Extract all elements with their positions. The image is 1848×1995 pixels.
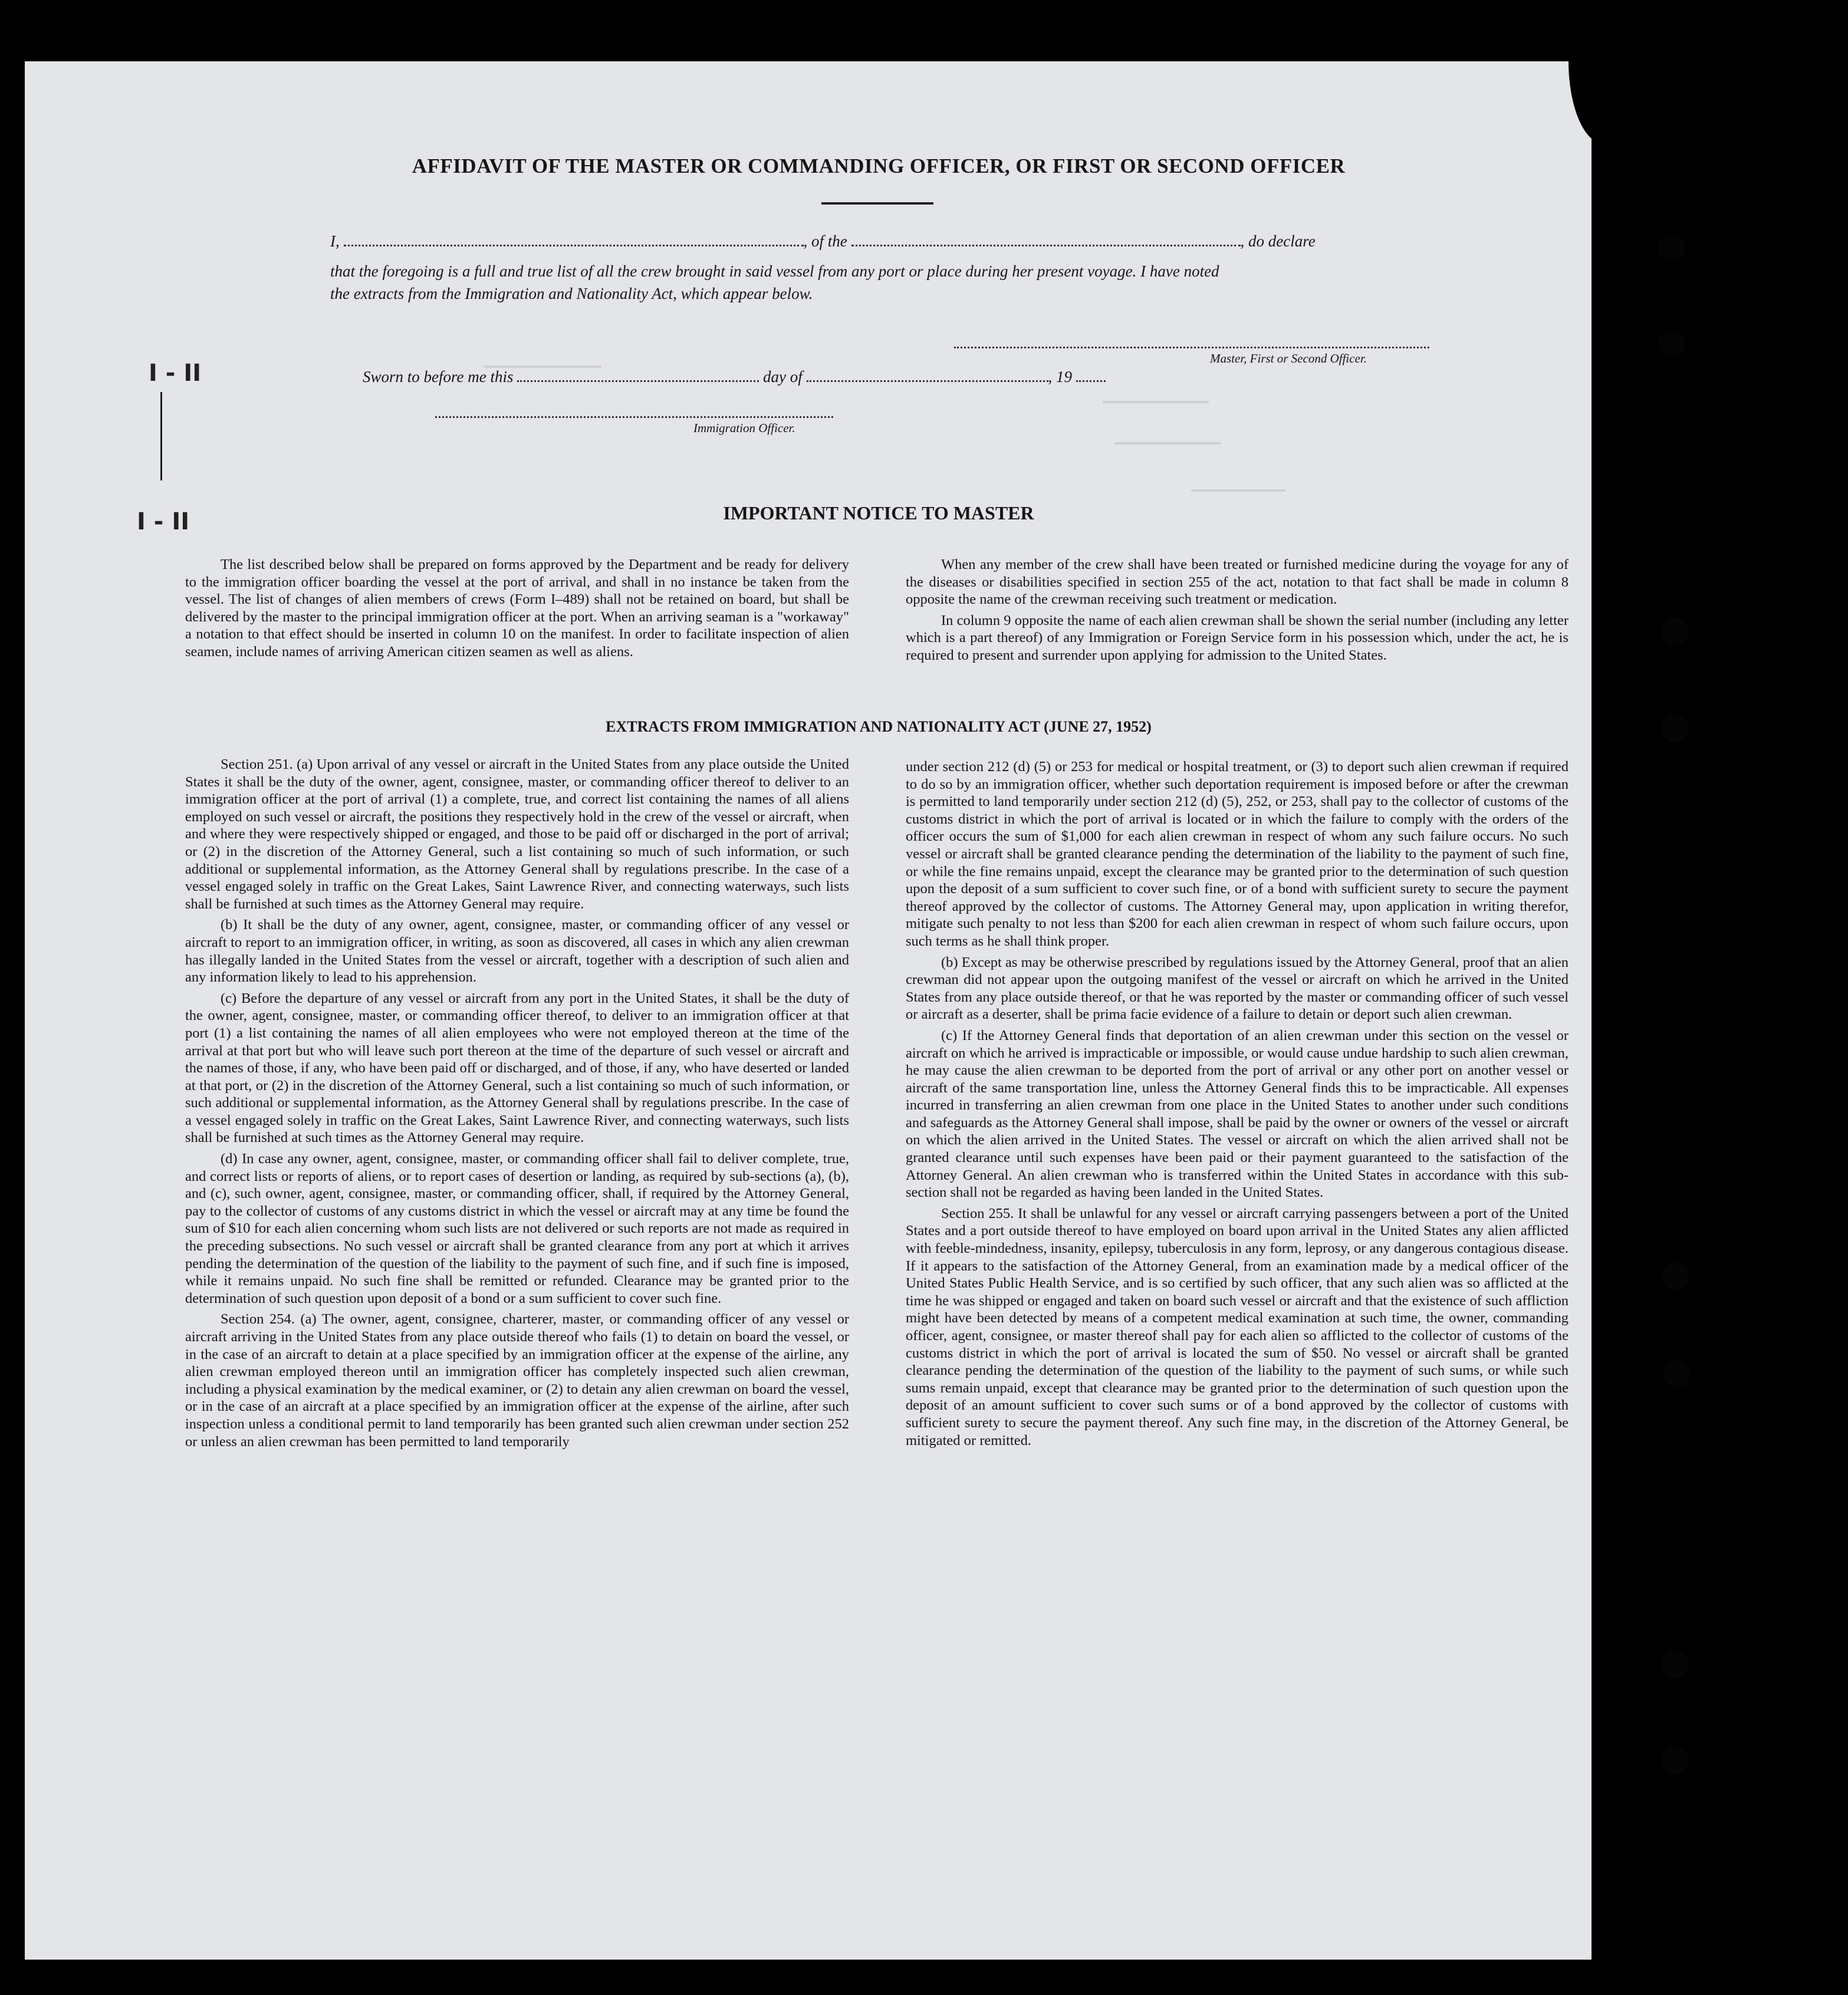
declarant-name-field[interactable]	[344, 244, 804, 246]
of-the-label: , of the	[803, 232, 847, 250]
extracts-title: EXTRACTS FROM IMMIGRATION AND NATIONALITY ACT (JUNE 27, 1952)	[606, 718, 1152, 735]
section-254b: (b) Except as may be otherwise prescribed by regulations issued by the Attorney General, proof that an alien crewman did not appear upon the outgoing manifest of the vessel or aircraft on which he arrived in the United States from any place outside thereof, or that he was reported by the master or commanding officer of such vessel or aircraft as a deserter, shall be prima facie evidence of a failure to detain or deport such alien crewman.	[906, 954, 1569, 1023]
section-251d: (d) In case any owner, agent, consignee, master, or commanding officer shall fail to deliver complete, true, and correct lists or reports of aliens, or to report cases of desertion or landing, as required by sub-sections (a), (b), and (c), such owner, agent, consignee, master, or commanding officer, shall, if required by the Attorney General, pay to the collector of customs of any customs district in which the vessel or aircraft may at any time be found the sum of $10 for each alien concerning whom such lists are not delivered or such reports are not made as required in the preceding subsections. No such vessel or aircraft shall be granted clearance from any port at which it arrives pending the determination of the question of the liability to the payment of such fine, and if such fine is imposed, while it remains unpaid. No such fine shall be remitted or refunded. Clearance may be granted prior to the determination of such question upon deposit of a bond or a sum sufficient to cover such fine.	[185, 1151, 849, 1306]
affidavit-line2: that the foregoing is a full and true list of all the crew brought in said vessel from any port or place during her present voyage. I have noted	[330, 262, 1219, 280]
margin-bracket	[160, 392, 162, 480]
punch-hole	[1662, 618, 1689, 645]
day-of-label: day of	[763, 368, 803, 386]
section-251c: (c) Before the departure of any vessel or aircraft from any port in the United States, it shall be the duty of the owner, agent, consignee, master, or commanding officer thereof, to deliver to an immigration officer at that port (1) a list containing the names of all alien employees who were not employed thereon at the time of the arrival at that port but who will leave such port thereon at the time of the departure of such vessel or aircraft and the names of those, if any, who have been paid off or discharged, and of those, if any, who have deserted or landed at that port, or (2) in the discretion of the Attorney General, such a list containing so much of such information, or such additional or supplemental information, as the Attorney General shall by regulations prescribe. In the case of a vessel engaged solely in traffic on the Great Lakes, Saint Lawrence River, and connecting waterways, such lists shall be furnished at such times as the Attorney General may require.	[185, 990, 849, 1146]
notice-right-paragraph-1: When any member of the crew shall have been treated or furnished medicine during the voyage for any of the diseases or disabilities specified in section 255 of the act, notation to that fact shall be made in column 8 opposite the name of the crewman receiving such treatment or medication.	[906, 557, 1569, 608]
margin-mark-bottom: I - II	[137, 508, 190, 535]
sworn-day-field[interactable]	[517, 380, 759, 382]
section-255: Section 255. It shall be unlawful for any vessel or aircraft carrying passengers between a port of the United States and a port outside thereof to have employed on board upon arrival in the United States any alien afflicted with feeble-mindedness, insanity, epilepsy, tuberculosis in any form, leprosy, or any dangerous contagious disease. If it appears to the satisfaction of the Attorney General, from an examination made by a medical officer of the United States Public Health Service, and is so certified by such officer, that any such alien was so afflicted at the time he was shipped or engaged and taken on board such vessel or aircraft and that the existence of such affliction might have been detected by means of a competent medical examination at such time, the owner, commanding officer, agent, consignee, or master thereof shall pay for each alien so afflicted to the collector of customs of the customs district in which the port of arrival is located the sum of $50. No vessel or aircraft shall be granted clearance pending the determination of the question of the liability to the payment of such sums, or while such sums remain unpaid, except that clearance may be granted prior to the determination of such question upon the deposit of an amount sufficient to cover such sums or of a bond approved by the collector of customs with sufficient surety to secure the payment thereof. Any such fine may, in the discretion of the Attorney General, be mitigated or remitted.	[906, 1205, 1569, 1448]
affidavit-line3: the extracts from the Immigration and Nationality Act, which appear below.	[330, 285, 813, 302]
punch-hole	[1662, 1747, 1689, 1774]
notice-left-paragraph: The list described below shall be prepared on forms approved by the Department and be ready for delivery to the immigration officer boarding the vessel at the port of arrival, and shall in no instance be taken from the vessel. The list of changes of alien members of crews (Form I–489) shall not be retained on board, but shall be delivered by the master to the principal immigration officer at the port. When an arriving seaman is a "workaway" a notation to that effect should be inserted in column 10 on the manifest. In order to facilitate inspection of alien seamen, include names of arriving American citizen seamen as well as aliens.	[185, 557, 849, 660]
punch-hole	[1658, 235, 1685, 262]
punch-hole	[1663, 1360, 1690, 1387]
punch-hole	[1662, 1651, 1689, 1678]
section-251b: (b) It shall be the duty of any owner, agent, consignee, master, or commanding officer of any vessel or aircraft to report to an immigration officer, in writing, as soon as discovered, all cases in which any alien crewman has illegally landed in the United States from the vessel or aircraft, together with a description of such alien and any information likely to lead to his apprehension.	[185, 917, 849, 986]
title-rule	[821, 202, 933, 205]
sworn-year-field[interactable]	[1076, 380, 1106, 382]
notice-title: IMPORTANT NOTICE TO MASTER	[723, 502, 1034, 524]
immigration-officer-signature-field[interactable]	[435, 416, 833, 418]
affidavit-title: AFFIDAVIT OF THE MASTER OR COMMANDING OFFICER, OR FIRST OR SECOND OFFICER	[412, 154, 1346, 177]
section-254a-continued: under section 212 (d) (5) or 253 for medical or hospital treatment, or (3) to deport such alien crewman if required to do so by an immigration officer, whether such deportation requirement is imposed before or after the crewman is permitted to land temporarily under section 212 (d) (5), 252, or 253, shall pay to the collector of customs of the customs district in which the port of arrival is located or in which the failure to comply with the orders of the officer occurs the sum of $1,000 for each alien crewman in respect of whom any such failure occurs. No such vessel or aircraft shall be granted clearance pending the determination of the liability to the payment of such fine, or while the fine remains unpaid, except the clearance may be granted prior to the determination of such question upon the deposit of a sum sufficient to cover such fine, or of a bond with sufficient surety to secure the payment thereof approved by the collector of customs. The Attorney General may, upon application in writing therefor, mitigate such penalty to not less than $200 for each alien crewman in respect of whom such failure occurs, upon such terms as he shall think proper.	[906, 759, 1569, 949]
punch-hole	[1662, 1263, 1689, 1290]
sworn-month-field[interactable]	[807, 380, 1048, 382]
vessel-name-field[interactable]	[851, 244, 1241, 246]
year-label: , 19	[1048, 368, 1072, 386]
notice-right-column	[906, 556, 1569, 668]
section-251a: Section 251. (a) Upon arrival of any vessel or aircraft in the United States from any place outside the United States it shall be the duty of the owner, agent, consignee, master, or commanding officer thereof to deliver to an immigration officer at the port of arrival (1) a complete, true, and correct list containing the names of all aliens employed on such vessel or aircraft, the positions they respectively hold in the crew of the vessel or aircraft, when and where they were respectively shipped or engaged, and those to be paid off or discharged in the port of arrival; or (2) in the discretion of the Attorney General, such a list containing so much of such information, or such additional or supplemental information, as the Attorney General shall by regulations prescribe. In the case of a vessel engaged solely in traffic on the Great Lakes, Saint Lawrence River, and connecting waterways, such lists shall be furnished at such times as the Attorney General may require.	[185, 756, 849, 912]
notice-left-column	[185, 556, 849, 664]
margin-mark-top: I - II	[149, 360, 202, 387]
master-signature-field[interactable]	[954, 347, 1429, 348]
sworn-line	[363, 368, 1106, 386]
notice-right-paragraph-2: In column 9 opposite the name of each alien crewman shall be shown the serial number (including any letter which is a part thereof) of any Immigration or Foreign Service form in his possession which, under the act, he is required to present and surrender upon applying for admission to the United States.	[906, 612, 1569, 663]
punch-hole	[1658, 330, 1685, 357]
affidavit-line1	[330, 232, 1433, 251]
section-254a: Section 254. (a) The owner, agent, consignee, charterer, master, or commanding officer of any vessel or aircraft arriving in the United States from any place outside thereof who fails (1) to detain on board the vessel, or in the case of an aircraft to detain at a place specified by an immigration officer at the expense of the airline, any alien crewman employed thereon until an immigration officer has completely inspected such alien crewman, including a physical examination by the medical examiner, or (2) to detain any alien crewman on board the vessel, or in the case of an aircraft at a place specified by an immigration officer at the expense of the airline, after such inspection unless a conditional permit to land temporarily has been granted such alien crewman under section 252 or unless an alien crewman has been permitted to land temporarily	[185, 1311, 849, 1450]
do-declare-label: , do declare	[1240, 232, 1316, 250]
punch-hole	[1662, 715, 1689, 742]
extracts-left-column	[185, 756, 849, 1454]
section-254c: (c) If the Attorney General finds that deportation of an alien crewman under this section on the vessel or aircraft on which he arrived is impracticable or impossible, or would cause undue hardship to such alien crewman, he may cause the alien crewman to be deported from the port of arrival or any other port on another vessel or aircraft of the same transportation line, unless the Attorney General finds this to be impracticable. All expenses incurred in transferring an alien crewman from one place in the United States to another under such conditions and safeguards as the Attorney General shall impose, shall be paid by the owner or owners of the vessel or aircraft on which the alien arrived in the United States. The vessel or aircraft on which the alien arrived shall not be granted clearance until such expenses have been paid or their payment guaranteed to the satisfaction of the Attorney General. An alien crewman who is transferred within the United States in accordance with this sub-section shall not be regarded as having been landed in the United States.	[906, 1027, 1569, 1201]
sworn-label: Sworn to before me this	[363, 368, 514, 386]
immigration-officer-caption: Immigration Officer.	[693, 421, 795, 435]
master-caption: Master, First or Second Officer.	[1210, 351, 1367, 366]
declarant-i: I,	[330, 232, 340, 250]
extracts-right-column	[906, 758, 1569, 1453]
